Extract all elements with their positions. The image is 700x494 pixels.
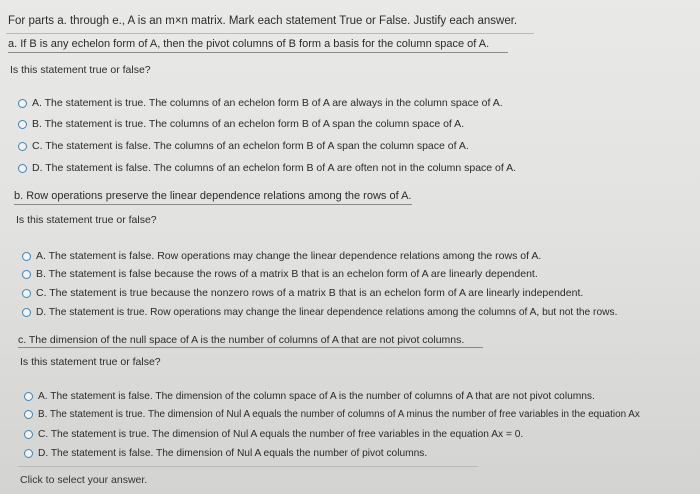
part-c-option-b[interactable] (24, 408, 640, 421)
option-label: A. The statement is false. The dimension of the column space of A is the number of columns of A that are not pivot columns. (38, 391, 595, 402)
option-label: C. The statement is true. The dimension of Nul A equals the number of free variables in the equation Ax = 0. (38, 429, 524, 440)
option-label: B. The statement is true. The columns of an echelon form B of A span the column space of A. (32, 118, 465, 130)
footer-divider (18, 466, 478, 467)
part-a-question: Is this statement true or false? (10, 64, 151, 76)
instructions-text: For parts a. through e., A is an m×n matrix. Mark each statement True or False. Justify each answer. (8, 15, 518, 27)
part-b-underline (14, 204, 412, 205)
radio-button-icon[interactable] (18, 142, 27, 151)
option-label: B. The statement is false because the rows of a matrix B that is an echelon form of A are linearly dependent. (36, 268, 538, 280)
select-answer-hint: Click to select your answer. (20, 474, 148, 486)
option-label: A. The statement is true. The columns of an echelon form B of A are always in the column space of A. (32, 97, 503, 109)
radio-button-icon[interactable] (22, 308, 31, 317)
part-c-statement: c. The dimension of the null space of A is the number of columns of A that are not pivot columns. (18, 334, 465, 346)
part-b-statement: b. Row operations preserve the linear dependence relations among the rows of A. (14, 190, 412, 202)
part-c-underline (18, 347, 483, 348)
part-a-underline (8, 52, 508, 53)
option-label: C. The statement is false. The columns of an echelon form B of A span the column space of A. (32, 140, 469, 152)
part-a-option-a[interactable] (18, 97, 503, 110)
part-a-option-b[interactable] (18, 118, 464, 131)
part-b-option-a[interactable] (22, 250, 541, 263)
radio-button-icon[interactable] (24, 410, 33, 419)
part-a-option-d[interactable] (18, 162, 516, 175)
radio-button-icon[interactable] (18, 99, 27, 108)
radio-button-icon[interactable] (24, 449, 33, 458)
part-c-question: Is this statement true or false? (20, 356, 161, 368)
radio-button-icon[interactable] (18, 120, 27, 129)
instructions-divider (6, 33, 534, 34)
radio-button-icon[interactable] (22, 270, 31, 279)
radio-button-icon[interactable] (22, 252, 31, 261)
radio-button-icon[interactable] (22, 289, 31, 298)
radio-button-icon[interactable] (24, 430, 33, 439)
radio-button-icon[interactable] (18, 164, 27, 173)
part-b-option-d[interactable] (22, 306, 617, 319)
part-c-option-d[interactable] (24, 447, 427, 460)
part-c-option-a[interactable] (24, 390, 595, 403)
radio-button-icon[interactable] (24, 392, 33, 401)
option-label: D. The statement is true. Row operations may change the linear dependence relations among the columns of A, but not the rows. (36, 307, 618, 318)
part-a-statement: a. If B is any echelon form of A, then the pivot columns of B form a basis for the column space of A. (8, 38, 490, 50)
option-label: D. The statement is false. The columns of an echelon form B of A are often not in the column space of A. (32, 162, 517, 174)
part-b-option-c[interactable] (22, 287, 583, 300)
part-c-option-c[interactable] (24, 428, 523, 441)
part-b-option-b[interactable] (22, 268, 538, 281)
option-label: D. The statement is false. The dimension of Nul A equals the number of pivot columns. (38, 448, 428, 459)
option-label: B. The statement is true. The dimension of Nul A equals the number of columns of A minus the number of free variables in the equation Ax (38, 409, 640, 420)
part-b-question: Is this statement true or false? (16, 214, 157, 226)
option-label: C. The statement is true because the nonzero rows of a matrix B that is an echelon form of A are linearly independent. (36, 287, 584, 299)
option-label: A. The statement is false. Row operations may change the linear dependence relations among the rows of A. (36, 250, 542, 262)
part-a-option-c[interactable] (18, 140, 469, 153)
